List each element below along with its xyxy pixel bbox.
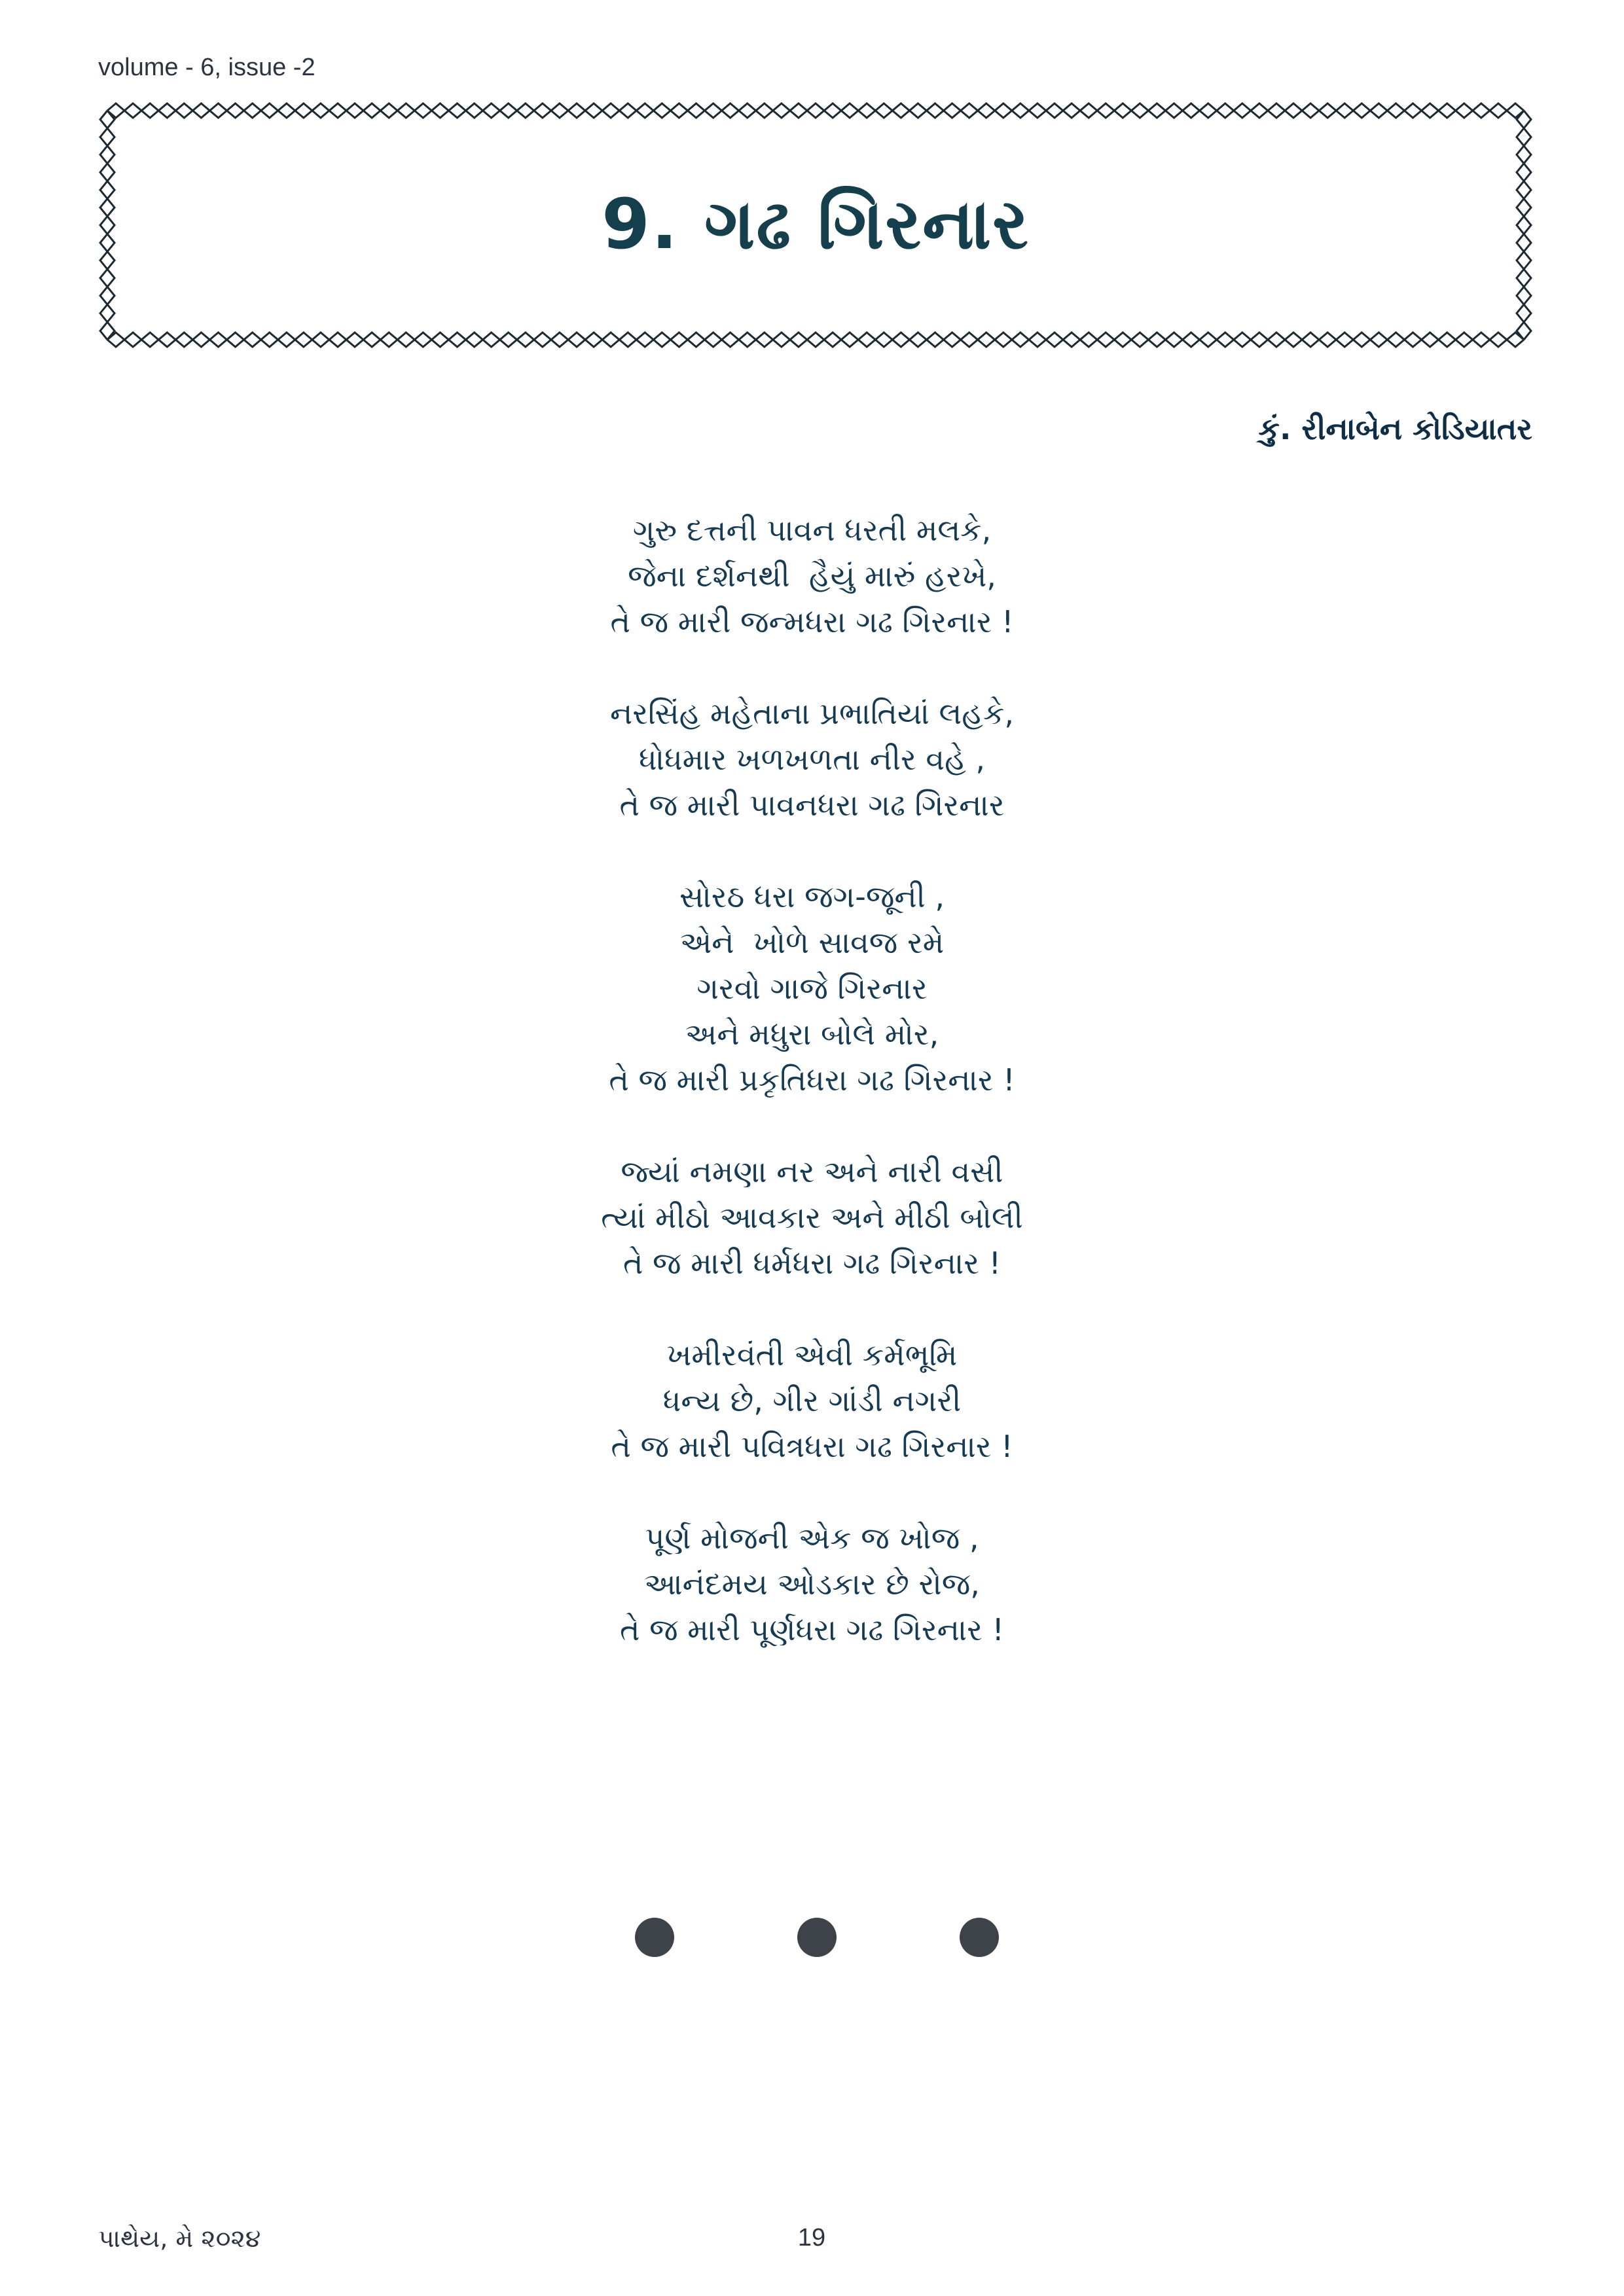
poem-line: તે જ મારી પ્રકૃતિધરા ગઢ ગિરનાર ! <box>609 1062 1015 1098</box>
title-frame <box>98 101 1533 349</box>
poem-line: તે જ મારી પૂર્ણધરા ગઢ ગિરનાર ! <box>619 1612 1004 1647</box>
poem-line: પૂર્ણ મોજની એક જ ખોજ , <box>645 1520 979 1556</box>
poem-stanza <box>0 874 1624 1103</box>
poem-line: તે જ મારી પાવનધરા ગઢ ગિરનાર <box>619 787 1005 823</box>
poem-line: ગુરુ દત્તની પાવન ધરતી મલકે, <box>632 512 992 548</box>
poem-body <box>0 507 1624 1698</box>
poem-line: તે જ મારી પવિત્રધરા ગઢ ગિરનાર ! <box>611 1429 1013 1464</box>
poem-line: સોરઠ ધરા જગ-જૂની , <box>679 879 945 914</box>
page-title: 9. ગઢ ગિરનાર <box>602 184 1030 264</box>
poem-line: તે જ મારી જન્મધરા ગઢ ગિરનાર ! <box>610 604 1014 639</box>
poem-line: ખમીરવંતી એવી કર્મભૂમિ <box>666 1337 958 1372</box>
poem-line: અને મધુરા બોલે મોર, <box>685 1016 939 1052</box>
poem-line: આનંદમય ઓડકાર છે રોજ, <box>644 1566 980 1602</box>
section-divider <box>0 1918 1624 1964</box>
poem-line: ત્યાં મીઠો આવકાર અને મીઠી બોલી <box>601 1200 1023 1235</box>
divider-dot <box>797 1918 837 1957</box>
poem-line: ધન્ય છે, ગીર ગાંડી નગરી <box>662 1383 962 1418</box>
divider-dot <box>960 1918 999 1957</box>
poem-line: જેના દર્શનથી હૈયું મારું હરખે, <box>628 558 996 594</box>
poem-stanza <box>0 691 1624 828</box>
poem-line: એને ખોળે સાવજ રમે <box>679 925 945 960</box>
footer-publication: પાથેય, મે ૨૦૨૪ <box>98 2224 261 2253</box>
page-number: 19 <box>797 2224 826 2251</box>
poem-stanza <box>0 507 1624 645</box>
poem-stanza <box>0 1332 1624 1469</box>
poem-line: ગરવો ગાજે ગિરનાર <box>696 971 928 1006</box>
poem-line: તે જ મારી ધર્મધરા ગઢ ગિરનાર ! <box>623 1246 1001 1281</box>
author-name: કું. રીનાબેન કોડિયાતર <box>1258 411 1532 446</box>
poem-line: નરસિંહ મહેતાના પ્રભાતિયાં લહકે, <box>609 696 1015 731</box>
volume-issue-label: volume - 6, issue -2 <box>98 54 316 81</box>
poem-line: ધોધમાર ખળખળતા નીર વહે , <box>638 742 986 777</box>
divider-dot <box>635 1918 674 1957</box>
poem-stanza <box>0 1149 1624 1286</box>
poem-stanza <box>0 1515 1624 1653</box>
poem-line: જ્યાં નમણા નર અને નારી વસી <box>621 1154 1003 1189</box>
